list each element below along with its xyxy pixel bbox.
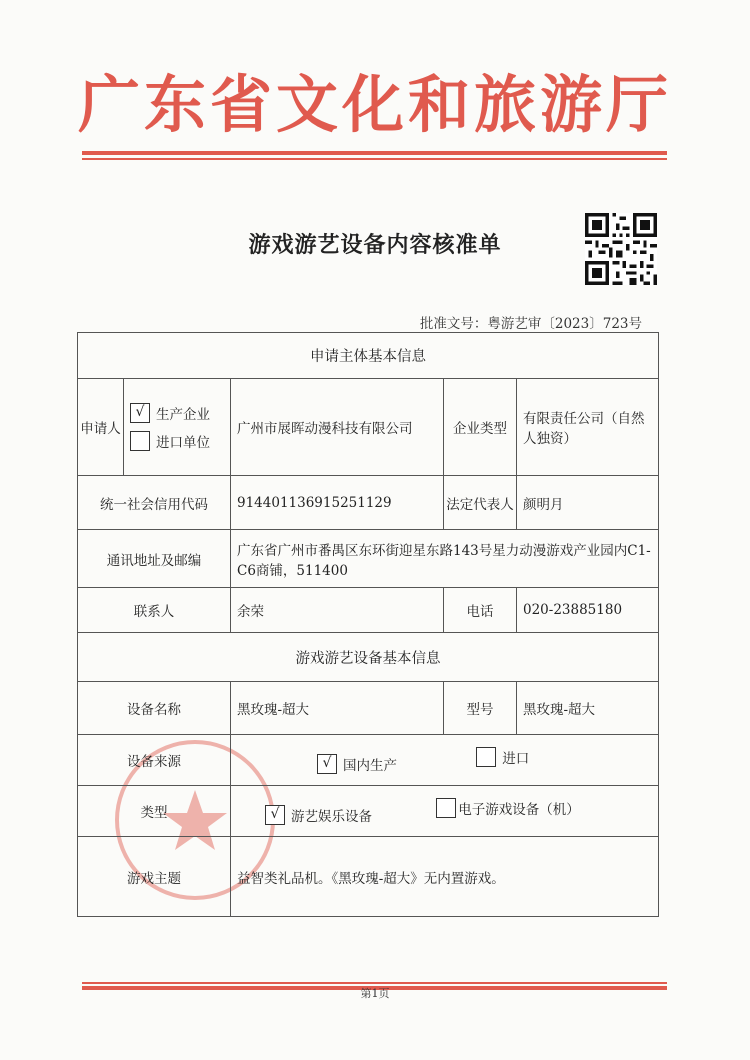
device-name-label: 设备名称 xyxy=(78,682,231,735)
amusement-label: 游艺娱乐设备 xyxy=(291,808,372,825)
section-header-applicant xyxy=(78,333,659,379)
legal-rep-label: 法定代表人 xyxy=(444,476,517,530)
phone: 020-23885180 xyxy=(517,588,659,633)
source-row xyxy=(78,735,659,786)
manufacturer-label: 生产企业 xyxy=(156,407,210,423)
credit-code: 914401136915251129 xyxy=(231,476,444,530)
manufacturer-checkbox[interactable]: √ xyxy=(130,403,150,423)
type-label: 类型 xyxy=(78,786,231,837)
section-header-device xyxy=(78,633,659,682)
approval-form-table xyxy=(77,332,659,917)
company-type: 有限责任公司（自然人独资） xyxy=(517,379,659,476)
address-row xyxy=(78,530,659,588)
theme-row xyxy=(78,837,659,917)
phone-label: 电话 xyxy=(444,588,517,633)
domestic-checkbox[interactable]: √ xyxy=(317,754,337,774)
theme: 益智类礼品机。《黑玫瑰-超大》无内置游戏。 xyxy=(231,837,659,917)
importer-label: 进口单位 xyxy=(156,435,210,451)
import-label: 进口 xyxy=(502,750,530,767)
importer-checkbox[interactable] xyxy=(130,431,150,451)
address-label: 通讯地址及邮编 xyxy=(78,530,231,588)
model: 黑玫瑰-超大 xyxy=(517,682,659,735)
type-options xyxy=(231,786,659,837)
form-title: 游戏游艺设备内容核准单 xyxy=(248,232,502,258)
letterhead-rule-thick xyxy=(82,151,667,155)
option-import xyxy=(476,747,529,767)
contact-row xyxy=(78,588,659,633)
letterhead-rule-thin xyxy=(82,158,667,160)
electronic-checkbox[interactable] xyxy=(436,798,456,818)
amusement-checkbox[interactable]: √ xyxy=(265,805,285,825)
section-title-applicant: 申请主体基本信息 xyxy=(78,333,659,379)
option-electronic xyxy=(436,798,580,818)
import-checkbox[interactable] xyxy=(476,747,496,767)
source-options xyxy=(231,735,659,786)
page-number: 第1页 xyxy=(360,987,390,1000)
device-name: 黑玫瑰-超大 xyxy=(231,682,444,735)
source-label: 设备来源 xyxy=(78,735,231,786)
applicant-label: 申请人 xyxy=(78,379,124,476)
letterhead-title: 广东省文化和旅游厅 xyxy=(77,68,672,141)
contact: 余荣 xyxy=(231,588,444,633)
model-label: 型号 xyxy=(444,682,517,735)
legal-rep: 颜明月 xyxy=(517,476,659,530)
approval-number: 批准文号：粤游艺审〔2023〕723号 xyxy=(419,316,642,332)
footer-rule-thin xyxy=(82,982,667,984)
credit-code-row xyxy=(78,476,659,530)
option-importer xyxy=(130,427,224,455)
qr-code-icon xyxy=(585,213,657,285)
applicant-type-options xyxy=(124,379,231,476)
contact-label: 联系人 xyxy=(78,588,231,633)
device-name-row xyxy=(78,682,659,735)
credit-code-label: 统一社会信用代码 xyxy=(78,476,231,530)
option-amusement xyxy=(265,805,372,825)
address: 广东省广州市番禺区东环街迎星东路143号星力动漫游戏产业园内C1-C6商铺，511400 xyxy=(231,530,659,588)
section-title-device: 游戏游艺设备基本信息 xyxy=(78,633,659,682)
option-manufacturer xyxy=(130,399,224,427)
applicant-row xyxy=(78,379,659,476)
domestic-label: 国内生产 xyxy=(343,757,397,774)
company-name: 广州市展晖动漫科技有限公司 xyxy=(231,379,444,476)
option-domestic xyxy=(317,754,397,774)
electronic-label: 电子游戏设备（机） xyxy=(458,801,580,818)
type-row xyxy=(78,786,659,837)
theme-label: 游戏主题 xyxy=(78,837,231,917)
company-type-label: 企业类型 xyxy=(444,379,517,476)
